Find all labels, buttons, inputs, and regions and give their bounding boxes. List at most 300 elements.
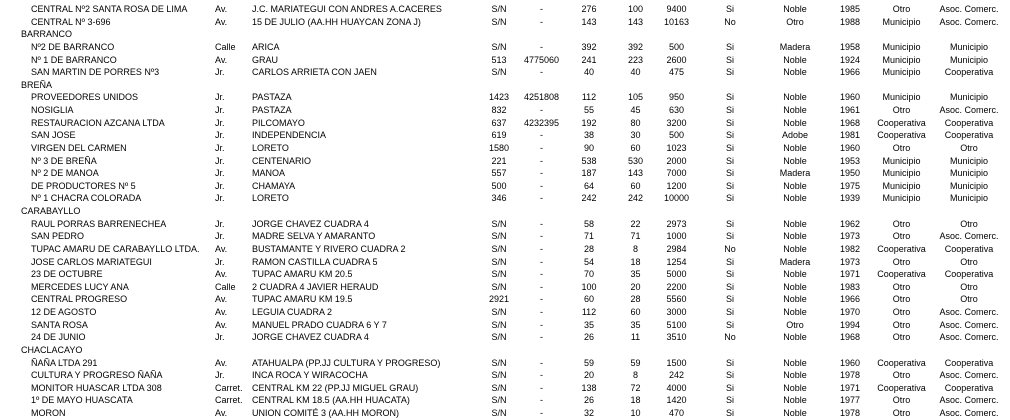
cell-material: Noble	[783, 218, 807, 229]
cell-street-number: S/N	[491, 307, 507, 317]
cell-yes-no: No	[724, 243, 736, 254]
cell-administration: Municipio	[949, 54, 989, 65]
cell-market-name: Nº 1 DE BARRANCO	[31, 54, 117, 65]
cell-year: 1978	[839, 408, 861, 418]
table-row	[0, 394, 1010, 407]
cell-material: Otro	[786, 319, 804, 330]
cell-administration: Asoc. Comerc.	[939, 4, 999, 14]
cell-market-name: SAN MARTIN DE PORRES Nº3	[31, 67, 160, 78]
cell-yes-no: Si	[725, 281, 734, 292]
cell-area: 10163	[663, 16, 690, 27]
cell-street-number: S/N	[491, 231, 507, 242]
cell-market-name: CENTRAL PROGRESO	[31, 294, 128, 305]
cell-yes-no: Si	[725, 357, 734, 368]
cell-street-number: S/N	[491, 370, 507, 381]
cell-year: 1939	[839, 193, 861, 204]
cell-road-type: Jr.	[215, 142, 225, 153]
cell-count-1: 100	[581, 281, 597, 292]
cell-street-number: 1423	[488, 92, 510, 103]
cell-road-type: Av.	[215, 4, 228, 14]
cell-road-type: Jr.	[215, 193, 225, 204]
cell-road-name: PILCOMAYO	[252, 117, 305, 128]
cell-count-1	[565, 205, 613, 218]
cell-count-2: 71	[630, 231, 641, 242]
cell-market-name: DE PRODUCTORES Nº 5	[31, 180, 136, 191]
cell-area	[658, 205, 695, 218]
cell-road-type: Av.	[215, 269, 228, 280]
cell-market-name: ÑAÑA LTDA 291	[31, 357, 98, 368]
cell-road-name: CENTENARIO	[252, 155, 312, 166]
cell-street-number: S/N	[491, 4, 507, 14]
cell-market-name: Nº 1 CHACRA COLORADA	[31, 193, 142, 204]
cell-year: 1960	[839, 92, 861, 103]
cell-area: 3000	[666, 307, 687, 317]
cell-yes-no: Si	[725, 92, 734, 103]
cell-yes-no: Si	[725, 41, 734, 52]
cell-phone	[518, 28, 565, 41]
cell-area: 1023	[666, 142, 687, 153]
cell-owner: Municipio	[882, 193, 921, 204]
cell-count-2: 10	[630, 408, 641, 418]
cell-area: 9400	[666, 4, 687, 14]
cell-material: Otro	[786, 16, 804, 27]
cell-market-name: CENTRAL Nº2 SANTA ROSA DE LIMA	[31, 4, 188, 14]
cell-owner: Otro	[892, 408, 911, 418]
cell-street-number: S/N	[491, 218, 507, 229]
cell-administration: Municipio	[949, 180, 989, 191]
cell-area: 242	[668, 370, 685, 381]
cell-administration	[928, 79, 1010, 92]
cell-phone: -	[540, 105, 543, 115]
cell-road-name	[252, 79, 480, 92]
cell-area	[658, 79, 695, 92]
cell-material: Madera	[779, 256, 811, 267]
cell-year: 1971	[839, 269, 861, 280]
cell-count-2: 20	[630, 281, 641, 292]
cell-area: 5000	[666, 269, 687, 280]
cell-count-2: 8	[632, 243, 638, 254]
cell-administration: Municipio	[949, 92, 989, 103]
cell-owner: Otro	[892, 307, 911, 317]
cell-road-name: J.C. MARIATEGUI CON ANDRES A.CACERES	[252, 4, 442, 14]
cell-yes-no: No	[724, 332, 736, 343]
table-row	[0, 192, 1010, 205]
cell-count-2: 28	[630, 294, 641, 305]
cell-yes-no: Si	[725, 105, 734, 115]
cell-material: Noble	[783, 307, 807, 317]
cell-yes-no: Si	[725, 269, 734, 280]
cell-owner: Cooperativa	[877, 357, 926, 368]
cell-road-name: CHAMAYA	[252, 180, 296, 191]
cell-owner: Municipio	[882, 92, 921, 103]
cell-road-name: 2 CUADRA 4 JAVIER HERAUD	[252, 281, 379, 292]
cell-market-name: 24 DE JUNIO	[31, 332, 86, 343]
table-row	[0, 357, 1010, 370]
cell-area: 950	[668, 92, 685, 103]
cell-area: 2973	[666, 218, 687, 229]
cell-market-name: 1º DE MAYO HUASCATA	[31, 395, 133, 406]
cell-material: Noble	[783, 395, 807, 406]
cell-market-name: MERCEDES LUCY ANA	[31, 281, 129, 292]
cell-count-2: 143	[627, 168, 644, 179]
cell-road-name: TUPAC AMARU KM 20.5	[252, 269, 353, 280]
cell-count-2: 143	[627, 16, 644, 27]
cell-administration: Cooperativa	[944, 382, 994, 393]
cell-area: 3200	[666, 117, 687, 128]
cell-owner: Otro	[892, 281, 911, 292]
cell-phone	[518, 79, 565, 92]
cell-market-name: VIRGEN DEL CARMEN	[31, 142, 127, 153]
cell-street-number: S/N	[491, 16, 507, 27]
cell-market-name: TUPAC AMARU DE CARABAYLLO LTDA.	[31, 243, 200, 254]
cell-road-type: Jr.	[215, 218, 225, 229]
cell-count-1	[565, 28, 613, 41]
cell-phone: -	[540, 16, 543, 27]
cell-yes-no	[695, 79, 765, 92]
cell-count-2: 30	[630, 130, 641, 141]
cell-road-type: Jr.	[215, 231, 225, 242]
cell-material	[765, 28, 825, 41]
cell-count-2: 223	[627, 54, 644, 65]
table-row	[0, 306, 1010, 319]
cell-area: 1200	[666, 180, 687, 191]
table-row	[0, 167, 1010, 180]
cell-year: 1968	[839, 117, 861, 128]
cell-road-name	[252, 205, 480, 218]
cell-phone: -	[540, 395, 543, 406]
cell-owner: Otro	[892, 231, 911, 242]
cell-street-number: S/N	[491, 67, 507, 78]
cell-market-name: SAN PEDRO	[31, 231, 85, 242]
cell-market-name: BARRANCO	[21, 29, 73, 40]
cell-street-number: S/N	[491, 357, 507, 368]
cell-year: 1970	[839, 307, 861, 317]
cell-road-name: ATAHUALPA (PP.JJ CULTURA Y PROGRESO)	[252, 357, 441, 368]
cell-yes-no: Si	[725, 4, 734, 14]
cell-year: 1973	[839, 231, 861, 242]
cell-count-1: 192	[581, 117, 597, 128]
district-header-row	[0, 344, 1010, 357]
cell-road-type: Av.	[215, 54, 228, 65]
cell-material: Noble	[783, 357, 807, 368]
cell-owner: Otro	[892, 294, 911, 305]
cell-count-1	[565, 344, 613, 357]
cell-street-number	[480, 28, 518, 41]
cell-yes-no: Si	[725, 382, 734, 393]
cell-owner	[875, 79, 928, 92]
district-header-row	[0, 79, 1010, 92]
district-header-row	[0, 205, 1010, 218]
cell-road-name: PASTAZA	[252, 92, 292, 103]
cell-count-1: 138	[581, 382, 597, 393]
cell-market-name: Nº 3 DE BREÑA	[31, 155, 97, 166]
cell-market-name: SAN JOSE	[31, 130, 76, 141]
cell-material: Noble	[783, 92, 807, 103]
cell-administration: Municipio	[949, 155, 989, 166]
cell-year: 1981	[839, 130, 861, 141]
cell-road-type	[215, 205, 252, 218]
cell-administration: Cooperativa	[944, 357, 994, 368]
cell-area	[658, 344, 695, 357]
cell-road-type: Av.	[215, 243, 228, 254]
cell-administration: Otro	[960, 294, 978, 305]
cell-area: 2600	[666, 54, 687, 65]
cell-market-name: BREÑA	[21, 79, 53, 90]
cell-owner: Otro	[892, 256, 911, 267]
cell-street-number: 346	[491, 193, 507, 204]
cell-administration: Cooperativa	[944, 130, 994, 141]
cell-market-name: Nº 2 DE MANOA	[31, 168, 99, 179]
cell-owner	[875, 205, 928, 218]
cell-year: 1983	[839, 281, 861, 292]
cell-owner: Otro	[892, 4, 911, 14]
cell-year	[825, 205, 875, 218]
cell-owner: Municipio	[882, 168, 921, 179]
cell-material: Noble	[783, 332, 807, 343]
table-row	[0, 319, 1010, 332]
cell-owner: Municipio	[882, 54, 921, 65]
cell-owner: Municipio	[882, 41, 921, 52]
cell-road-type: Jr.	[215, 180, 225, 191]
cell-yes-no: Si	[725, 117, 734, 128]
cell-street-number: 513	[491, 54, 507, 65]
cell-yes-no: Si	[725, 256, 734, 267]
cell-count-1: 26	[583, 332, 594, 343]
cell-administration: Asoc. Comerc.	[939, 408, 999, 418]
cell-count-2: 8	[632, 370, 638, 381]
cell-area: 1000	[666, 231, 687, 242]
cell-road-type: Calle	[215, 281, 236, 292]
cell-market-name: Nº2 DE BARRANCO	[31, 41, 115, 52]
cell-count-2	[613, 79, 658, 92]
cell-market-name: 12 DE AGOSTO	[31, 307, 97, 317]
cell-administration: Otro	[960, 142, 978, 153]
cell-road-name: UNION COMITÉ 3 (AA.HH MORON)	[252, 408, 400, 418]
cell-phone: -	[540, 307, 543, 317]
cell-count-2: 100	[627, 4, 644, 14]
cell-area: 4000	[666, 382, 687, 393]
cell-street-number: 221	[491, 155, 507, 166]
cell-road-name: INCA ROCA Y WIRACOCHA	[252, 370, 368, 381]
table-row	[0, 407, 1010, 420]
cell-material	[765, 205, 825, 218]
cell-road-name: MADRE SELVA Y AMARANTO	[252, 231, 376, 242]
cell-road-name: CENTRAL KM 22 (PP.JJ MIGUEL GRAU)	[252, 382, 419, 393]
cell-yes-no	[695, 205, 765, 218]
cell-street-number: S/N	[491, 243, 507, 254]
cell-street-number: 637	[491, 117, 507, 128]
cell-phone: -	[540, 4, 543, 14]
cell-road-name: BUSTAMANTE Y RIVERO CUADRA 2	[252, 243, 406, 254]
cell-yes-no: Si	[725, 142, 734, 153]
cell-road-name: LORETO	[252, 142, 289, 153]
cell-administration: Cooperativa	[944, 117, 994, 128]
cell-material: Noble	[783, 142, 807, 153]
cell-count-2	[613, 28, 658, 41]
cell-year: 1978	[839, 370, 861, 381]
cell-road-type: Jr.	[215, 155, 225, 166]
cell-phone: -	[540, 408, 543, 418]
cell-administration: Cooperativa	[944, 243, 994, 254]
cell-count-1: 20	[583, 370, 594, 381]
cell-administration: Asoc. Comerc.	[939, 319, 999, 330]
cell-yes-no: Si	[725, 67, 734, 78]
cell-road-name: TUPAC AMARU KM 19.5	[252, 294, 353, 305]
cell-phone: -	[540, 319, 543, 330]
cell-road-name: MANOA	[252, 168, 286, 179]
cell-count-1: 276	[581, 4, 597, 14]
cell-material: Noble	[783, 382, 807, 393]
cell-administration: Municipio	[949, 168, 989, 179]
cell-street-number: 832	[491, 105, 507, 115]
cell-road-type: Av.	[215, 319, 228, 330]
cell-count-2: 72	[630, 382, 641, 393]
cell-owner: Municipio	[882, 16, 921, 27]
cell-area: 5560	[666, 294, 687, 305]
cell-administration: Otro	[960, 281, 978, 292]
cell-material: Noble	[783, 294, 807, 305]
cell-year: 1975	[839, 180, 861, 191]
cell-road-type: Jr.	[215, 105, 225, 115]
cell-road-type: Carret.	[215, 382, 243, 393]
cell-road-type: Av.	[215, 357, 228, 368]
cell-material: Noble	[783, 370, 807, 381]
cell-yes-no: Si	[725, 54, 734, 65]
cell-material: Noble	[783, 155, 807, 166]
cell-count-1: 35	[583, 319, 594, 330]
cell-road-type: Av.	[215, 307, 228, 317]
cell-year: 1973	[839, 256, 861, 267]
cell-phone	[518, 205, 565, 218]
cell-yes-no: Si	[725, 231, 734, 242]
cell-street-number: S/N	[491, 281, 507, 292]
cell-count-1: 187	[581, 168, 597, 179]
cell-year	[825, 79, 875, 92]
cell-count-2: 60	[630, 180, 641, 191]
cell-owner: Otro	[892, 105, 911, 115]
cell-count-1: 58	[583, 218, 594, 229]
cell-phone: -	[540, 168, 543, 179]
cell-count-1: 54	[583, 256, 594, 267]
cell-count-1: 32	[583, 408, 594, 418]
cell-street-number: S/N	[491, 256, 507, 267]
cell-road-type: Jr.	[215, 370, 225, 381]
cell-yes-no: Si	[725, 155, 734, 166]
table-row	[0, 180, 1010, 193]
cell-area: 500	[668, 130, 685, 141]
cell-yes-no: Si	[725, 218, 734, 229]
cell-owner: Cooperativa	[877, 117, 926, 128]
cell-count-2: 105	[627, 92, 644, 103]
cell-count-2: 45	[630, 105, 641, 115]
cell-yes-no: Si	[725, 408, 734, 418]
cell-material: Noble	[783, 408, 807, 418]
cell-administration	[928, 28, 1010, 41]
cell-count-1: 143	[581, 16, 597, 27]
cell-area: 2000	[666, 155, 687, 166]
cell-road-name	[252, 28, 480, 41]
cell-area: 1254	[666, 256, 687, 267]
cell-road-name: MANUEL PRADO CUADRA 6 Y 7	[252, 319, 387, 330]
cell-phone: -	[540, 382, 543, 393]
cell-area: 475	[668, 67, 685, 78]
table-row	[0, 3, 1010, 16]
cell-road-type: Jr.	[215, 67, 225, 78]
cell-yes-no: Si	[725, 180, 734, 191]
cell-yes-no: Si	[725, 307, 734, 317]
cell-road-name: JORGE CHAVEZ CUADRA 4	[252, 218, 369, 229]
cell-count-2: 242	[627, 193, 644, 204]
cell-road-name: 15 DE JULIO (AA.HH HUAYCAN ZONA J)	[252, 16, 421, 27]
cell-market-name: SANTA ROSA	[31, 319, 88, 330]
cell-area: 3510	[666, 332, 687, 343]
cell-year: 1968	[839, 332, 861, 343]
cell-administration: Asoc. Comerc.	[939, 16, 999, 27]
cell-phone	[518, 344, 565, 357]
cell-owner: Cooperativa	[877, 130, 926, 141]
cell-year: 1966	[839, 294, 861, 305]
cell-material: Noble	[783, 243, 807, 254]
cell-market-name: CARABAYLLO	[21, 206, 81, 216]
cell-year: 1950	[839, 168, 861, 179]
cell-market-name: PROVEEDORES UNIDOS	[31, 92, 139, 103]
cell-count-2: 59	[630, 357, 641, 368]
cell-yes-no: Si	[725, 319, 734, 330]
cell-phone: -	[540, 142, 543, 153]
cell-count-2: 35	[630, 319, 641, 330]
cell-material: Noble	[783, 54, 807, 65]
cell-count-2: 22	[630, 218, 641, 229]
cell-road-type: Jr.	[215, 332, 225, 343]
cell-street-number	[480, 344, 518, 357]
table-row	[0, 91, 1010, 104]
cell-phone: -	[540, 41, 543, 52]
cell-area: 2200	[666, 281, 687, 292]
cell-owner: Otro	[892, 332, 911, 343]
cell-owner: Cooperativa	[877, 243, 926, 254]
cell-owner: Cooperativa	[877, 269, 926, 280]
cell-material: Noble	[783, 193, 807, 204]
cell-administration: Asoc. Comerc.	[939, 370, 999, 381]
cell-market-name: MONITOR HUASCAR LTDA 308	[31, 382, 162, 393]
table-row	[0, 243, 1010, 256]
cell-year: 1971	[839, 382, 861, 393]
cell-count-2: 18	[630, 256, 641, 267]
cell-count-1: 241	[581, 54, 597, 65]
cell-market-name: RESTAURACION AZCANA LTDA	[31, 117, 165, 128]
cell-market-name: CULTURA Y PROGRESO ÑAÑA	[31, 370, 163, 381]
cell-street-number: 619	[491, 130, 507, 141]
cell-street-number: 1580	[488, 142, 510, 153]
cell-owner: Otro	[892, 218, 911, 229]
cell-street-number: S/N	[491, 269, 507, 280]
cell-street-number: 500	[491, 180, 507, 191]
cell-material: Adobe	[781, 130, 809, 141]
cell-material	[765, 344, 825, 357]
cell-phone: -	[540, 243, 543, 254]
cell-area: 630	[668, 105, 685, 115]
cell-yes-no: Si	[725, 193, 734, 204]
cell-count-1: 60	[583, 294, 594, 305]
cell-count-1: 59	[583, 357, 594, 368]
cell-street-number: S/N	[491, 41, 507, 52]
cell-market-name: 23 DE OCTUBRE	[31, 269, 103, 280]
cell-material: Noble	[783, 117, 807, 128]
cell-owner: Municipio	[882, 155, 921, 166]
cell-road-name: INDEPENDENCIA	[252, 130, 327, 141]
cell-market-name: MORON	[31, 408, 66, 418]
table-row	[0, 256, 1010, 269]
